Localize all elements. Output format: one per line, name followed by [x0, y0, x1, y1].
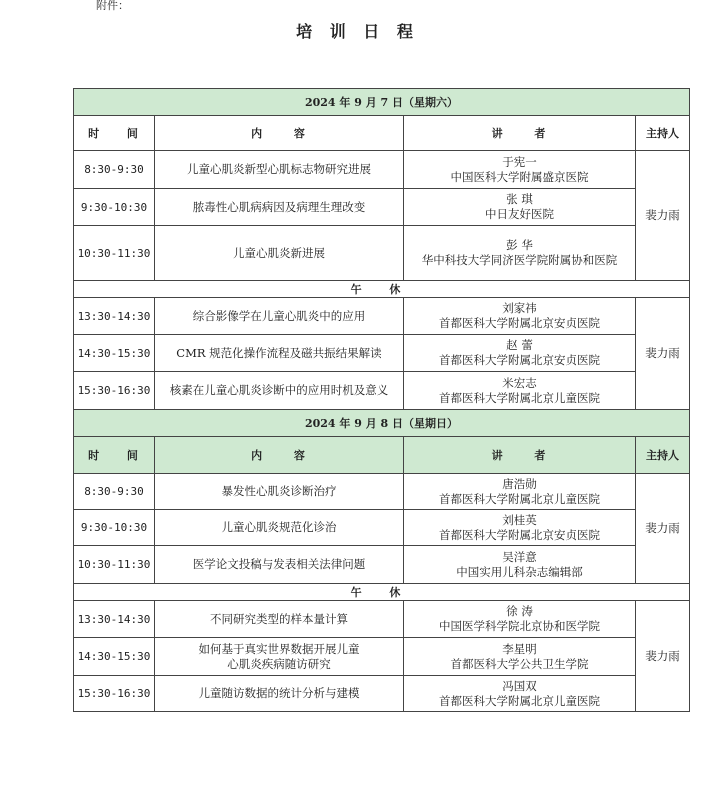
session-content	[155, 601, 404, 638]
session-content-line: 不同研究类型的样本量计算	[210, 611, 348, 626]
speaker-name: 米宏志	[502, 375, 537, 390]
session-speaker	[404, 226, 636, 281]
speaker-name: 彭 华	[506, 238, 533, 252]
session-content-line: 儿童心肌炎新进展	[233, 245, 325, 260]
session-row	[74, 601, 690, 638]
speaker-name: 吴洋意	[502, 549, 537, 564]
break-row	[74, 281, 690, 298]
page-title: 培 训 日 程	[296, 22, 419, 41]
column-header-row	[74, 437, 690, 474]
speaker-organization: 中日友好医院	[485, 207, 554, 221]
session-content	[155, 638, 404, 676]
session-row	[74, 335, 690, 372]
session-row	[74, 546, 690, 584]
speaker-name: 冯国双	[502, 678, 537, 693]
speaker-name: 徐 涛	[506, 604, 533, 618]
session-row	[74, 638, 690, 676]
session-host: 裴力雨	[636, 298, 690, 410]
speaker-organization: 首都医科大学公共卫生学院	[450, 656, 589, 671]
session-time: 10:30-11:30	[74, 546, 155, 584]
speaker-organization: 首都医科大学附属北京安贞医院	[439, 316, 600, 330]
column-header-speaker: 讲 者	[404, 437, 636, 474]
session-speaker	[404, 298, 636, 335]
session-row	[74, 676, 690, 712]
speaker-name: 刘桂英	[502, 512, 537, 527]
session-speaker	[404, 638, 636, 676]
column-header-time: 时 间	[74, 437, 155, 474]
session-time: 9:30-10:30	[74, 189, 155, 226]
session-row	[74, 510, 690, 546]
session-content	[155, 298, 404, 335]
lunch-break-label: 午 休	[74, 584, 690, 601]
session-content	[155, 510, 404, 546]
session-row	[74, 226, 690, 281]
speaker-organization: 首都医科大学附属北京安贞医院	[439, 527, 600, 542]
session-content-line: 暴发性心肌炎诊断治疗	[221, 484, 337, 498]
speaker-organization: 华中科技大学同济医学院附属协和医院	[421, 253, 618, 267]
session-content-line: 脓毒性心肌病病因及病理生理改变	[192, 199, 366, 214]
speaker-organization: 首都医科大学附属北京安贞医院	[439, 353, 600, 367]
session-row	[74, 298, 690, 335]
session-host: 裴力雨	[636, 151, 690, 281]
session-row	[74, 189, 690, 226]
speaker-organization: 中国实用儿科杂志编辑部	[456, 564, 583, 579]
session-speaker	[404, 189, 636, 226]
column-header-content: 内 容	[155, 116, 404, 151]
session-row	[74, 151, 690, 189]
lunch-break-label: 午 休	[74, 281, 690, 298]
speaker-organization: 中国医学科学院北京协和医学院	[439, 619, 600, 633]
column-header-host: 主持人	[636, 437, 690, 474]
session-content-line: 儿童心肌炎规范化诊治	[221, 520, 337, 534]
speaker-organization: 首都医科大学附属北京儿童医院	[439, 693, 600, 708]
session-content-line: 医学论文投稿与发表相关法律问题	[192, 557, 366, 571]
day-date: 2024 年 9 月 7 日（星期六）	[74, 89, 690, 116]
session-content-line: 如何基于真实世界数据开展儿童	[198, 641, 360, 656]
session-content	[155, 546, 404, 584]
speaker-name: 刘家祎	[502, 301, 537, 315]
column-header-content: 内 容	[155, 437, 404, 474]
session-speaker	[404, 676, 636, 712]
session-time: 10:30-11:30	[74, 226, 155, 281]
session-content-line: 儿童心肌炎新型心肌标志物研究进展	[187, 162, 371, 176]
session-time: 13:30-14:30	[74, 298, 155, 335]
column-header-host: 主持人	[636, 116, 690, 151]
session-time: 15:30-16:30	[74, 676, 155, 712]
session-speaker	[404, 151, 636, 189]
session-time: 14:30-15:30	[74, 638, 155, 676]
speaker-name: 赵 蕾	[506, 338, 533, 352]
session-content-line: 核素在儿童心肌炎诊断中的应用时机及意义	[169, 383, 389, 397]
session-row	[74, 474, 690, 510]
session-content-line: CMR 规范化操作流程及磁共振结果解读	[176, 345, 382, 360]
session-content	[155, 474, 404, 510]
session-content	[155, 676, 404, 712]
speaker-name: 张 琪	[506, 192, 533, 206]
speaker-name: 唐浩勋	[502, 476, 537, 491]
session-speaker	[404, 372, 636, 410]
session-content-line: 综合影像学在儿童心肌炎中的应用	[192, 308, 366, 323]
speaker-organization: 首都医科大学附属北京儿童医院	[439, 491, 600, 506]
session-host: 裴力雨	[636, 474, 690, 584]
session-speaker	[404, 474, 636, 510]
speaker-organization: 首都医科大学附属北京儿童医院	[439, 390, 600, 405]
schedule-body	[74, 89, 690, 712]
schedule-table	[73, 88, 690, 712]
session-content	[155, 151, 404, 189]
session-time: 8:30-9:30	[74, 151, 155, 189]
day-header-row	[74, 89, 690, 116]
session-speaker	[404, 601, 636, 638]
session-content-line: 儿童随访数据的统计分析与建模	[198, 686, 360, 700]
column-header-row	[74, 116, 690, 151]
session-speaker	[404, 546, 636, 584]
session-content	[155, 372, 404, 410]
break-row	[74, 584, 690, 601]
session-row	[74, 372, 690, 410]
session-speaker	[404, 510, 636, 546]
session-time: 15:30-16:30	[74, 372, 155, 410]
session-host: 裴力雨	[636, 601, 690, 712]
session-content-line: 心肌炎疾病随访研究	[227, 656, 331, 671]
attachment-label: 附件：	[96, 0, 129, 12]
session-time: 8:30-9:30	[74, 474, 155, 510]
speaker-organization: 中国医科大学附属盛京医院	[450, 169, 589, 184]
day-date: 2024 年 9 月 8 日（星期日）	[74, 410, 690, 437]
session-speaker	[404, 335, 636, 372]
column-header-time: 时 间	[74, 116, 155, 151]
session-content	[155, 335, 404, 372]
session-content	[155, 189, 404, 226]
day-header-row	[74, 410, 690, 437]
session-content	[155, 226, 404, 281]
session-time: 14:30-15:30	[74, 335, 155, 372]
column-header-speaker: 讲 者	[404, 116, 636, 151]
session-time: 13:30-14:30	[74, 601, 155, 638]
session-time: 9:30-10:30	[74, 510, 155, 546]
speaker-name: 李星明	[502, 641, 537, 656]
speaker-name: 于宪一	[502, 154, 537, 169]
